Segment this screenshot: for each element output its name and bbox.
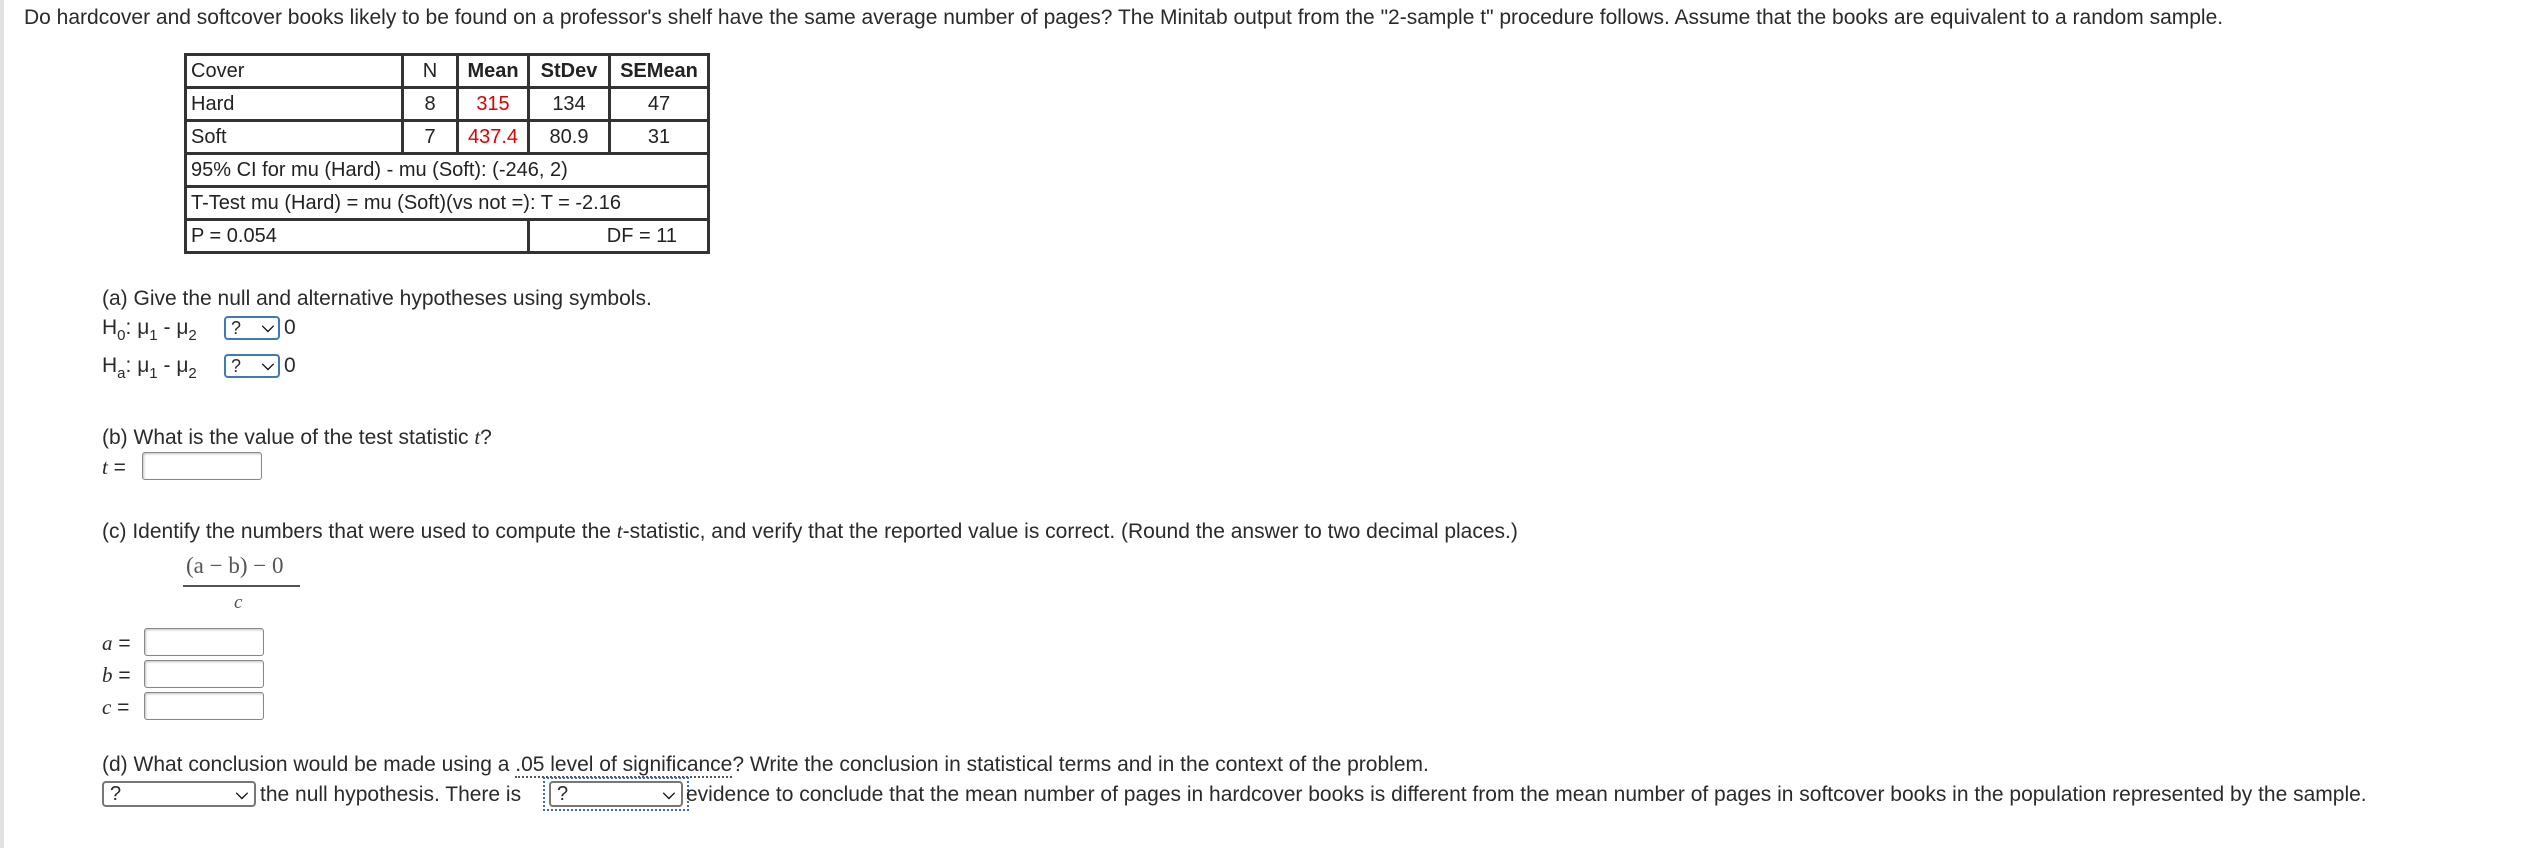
part-a-question: (a) Give the null and alternative hypotheses using symbols.	[102, 287, 652, 310]
conclusion-text-1: the null hypothesis. There is	[260, 783, 522, 806]
page-left-border	[0, 0, 4, 848]
ttest-line: T-Test mu (Hard) = mu (Soft)(vs not =): T = -2.16	[186, 187, 709, 220]
table-header-row	[186, 55, 709, 88]
formula-denominator: c	[234, 592, 243, 613]
null-hypothesis-operator-select[interactable]: ? ⌵	[224, 316, 280, 340]
table-header-cell: Mean	[458, 55, 529, 88]
chevron-down-icon: ⌵	[662, 786, 675, 803]
table-header-cell: Cover	[186, 55, 403, 88]
ci-line: 95% CI for mu (Hard) - mu (Soft): (-246, 2)	[186, 154, 709, 187]
conclusion-text-2: evidence to conclude that the mean number of pages in hardcover books is different from the mean number of pages in softcover books in the population represented by the sample.	[686, 783, 2367, 806]
df-cell: DF = 11	[529, 220, 709, 253]
table-cell: 437.4	[458, 121, 529, 154]
table-cell: 7	[403, 121, 458, 154]
part-c-question: (c) Identify the numbers that were used to compute the t-statistic, and verify that the reported value is correct. (Round the answer to two decimal places.)	[102, 519, 1518, 543]
alternative-hypothesis: $H_a$: $\mu_1 - \mu_2$	[102, 354, 197, 382]
t-label: t =	[102, 455, 126, 479]
chevron-down-icon: ⌵	[235, 786, 248, 803]
t-statistic-input[interactable]	[142, 452, 262, 480]
table-header-cell: N	[403, 55, 458, 88]
table-row-p-df	[186, 220, 709, 253]
problem-intro: Do hardcover and softcover books likely to be found on a professor's shelf have the same average number of pages? The Minitab output from the "2-sample t" procedure follows. Assume that the books are equivalent to a random sample.	[24, 6, 2224, 29]
alternative-hypothesis-operator-select[interactable]: ? ⌵	[224, 354, 280, 378]
chevron-down-icon: ⌵	[261, 357, 274, 374]
table-cell: 80.9	[529, 121, 610, 154]
b-input[interactable]	[144, 660, 264, 688]
reject-decision-select[interactable]: ? ⌵	[102, 781, 256, 807]
alternative-hypothesis-rhs: 0	[284, 354, 296, 377]
table-row-ci	[186, 154, 709, 187]
table-cell: Soft	[186, 121, 403, 154]
table-row-ttest	[186, 187, 709, 220]
table-header-cell: StDev	[529, 55, 610, 88]
table-row	[186, 88, 709, 121]
table-cell: 47	[610, 88, 709, 121]
table-cell: 8	[403, 88, 458, 121]
null-hypothesis: $H_0$: $\mu_1 - \mu_2$	[102, 316, 197, 344]
formula-fraction-bar	[183, 585, 300, 587]
table-header-cell: SEMean	[610, 55, 709, 88]
significance-level-link[interactable]: .05 level of significance	[515, 753, 733, 776]
minitab-output-table	[184, 53, 710, 254]
table-row	[186, 121, 709, 154]
part-b-question: (b) What is the value of the test statistic t?	[102, 425, 492, 449]
a-label: a =	[102, 631, 131, 655]
b-label: b =	[102, 663, 131, 687]
p-value-cell: P = 0.054	[186, 220, 529, 253]
c-label: c =	[102, 695, 130, 719]
a-input[interactable]	[144, 628, 264, 656]
null-hypothesis-rhs: 0	[284, 316, 296, 339]
table-cell: Hard	[186, 88, 403, 121]
table-cell: 31	[610, 121, 709, 154]
chevron-down-icon: ⌵	[261, 319, 274, 336]
c-input[interactable]	[144, 692, 264, 720]
table-cell: 134	[529, 88, 610, 121]
table-cell: 315	[458, 88, 529, 121]
evidence-select[interactable]: ? ⌵	[549, 781, 683, 807]
part-d-question: (d) What conclusion would be made using a .05 level of significance? Write the conclusion in statistical terms and in the context of the problem.	[102, 753, 1429, 776]
formula-numerator: (a − b) − 0	[186, 553, 284, 578]
